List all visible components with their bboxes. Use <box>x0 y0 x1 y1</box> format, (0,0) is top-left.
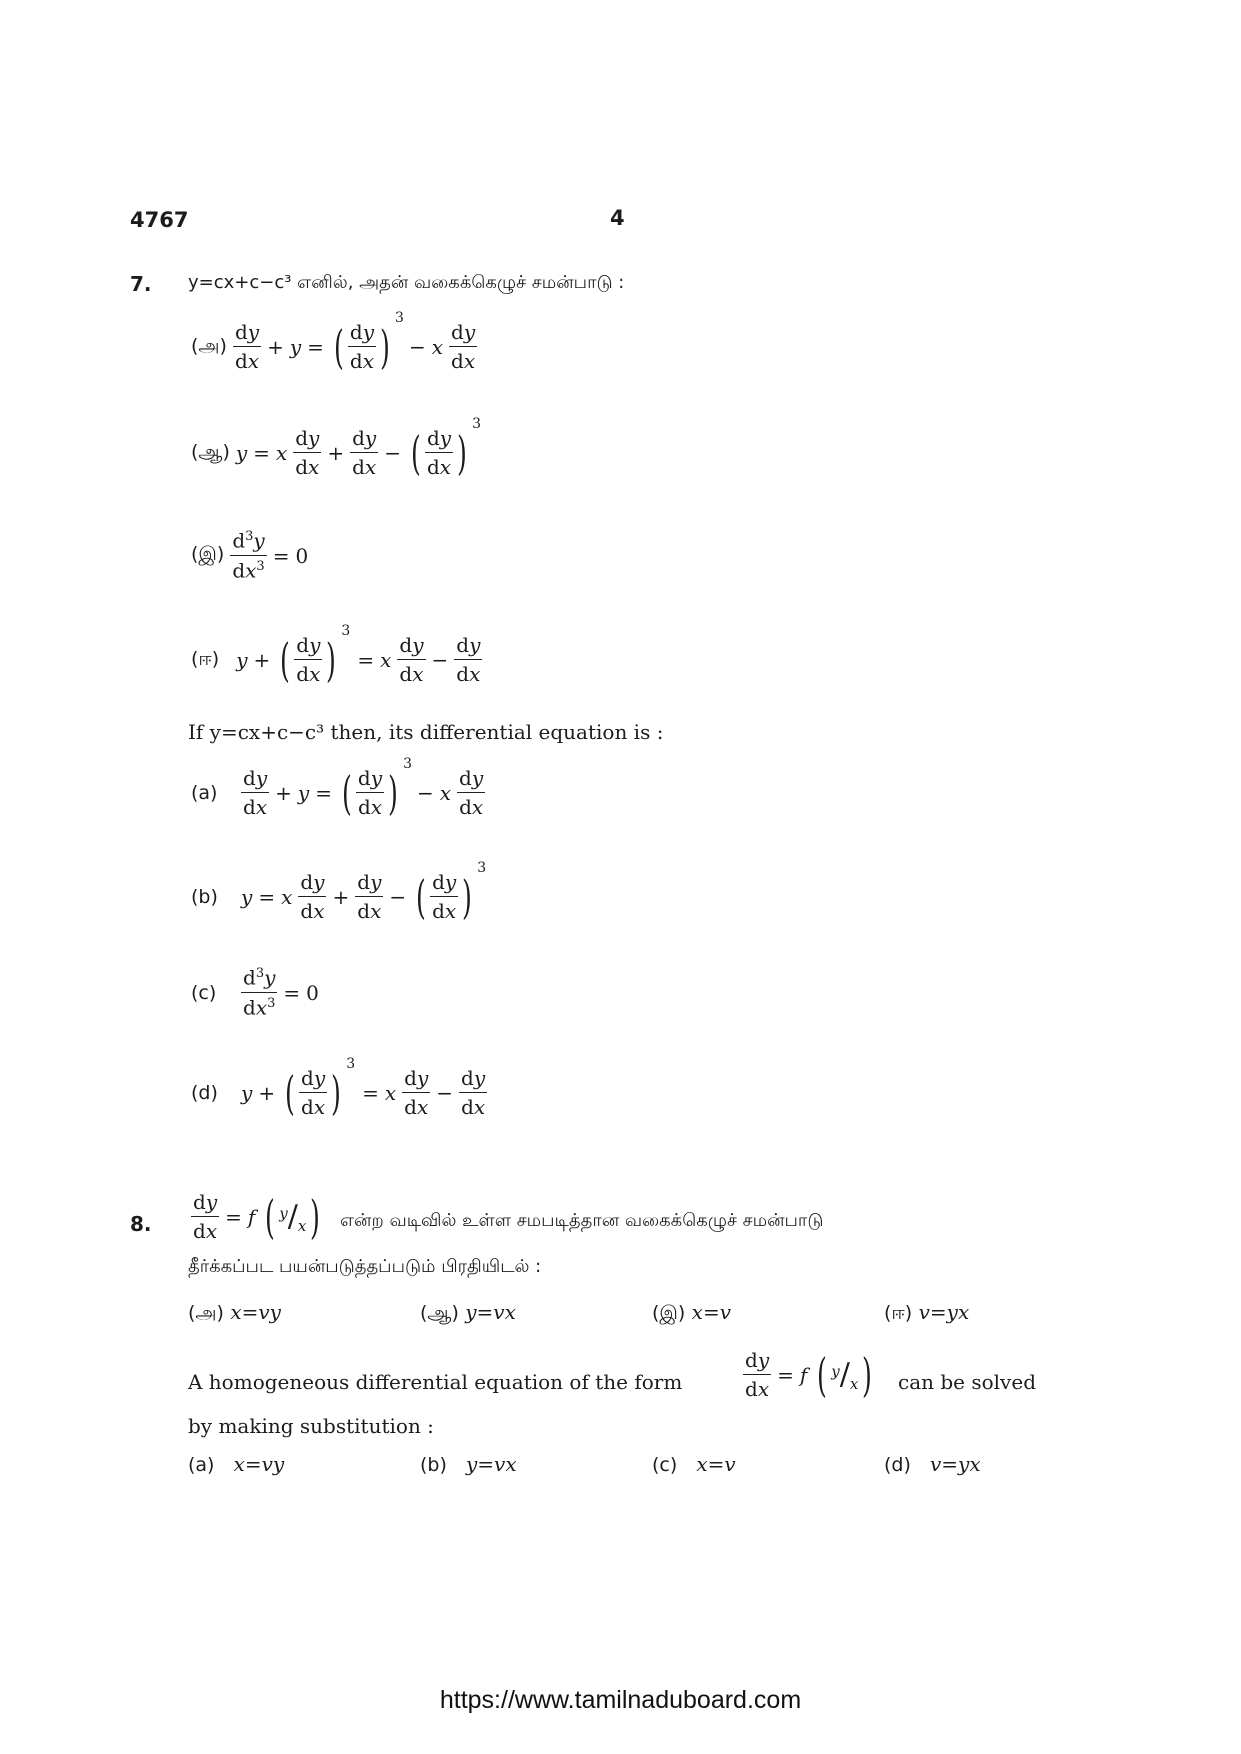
option-label: (அ) <box>191 334 227 357</box>
question-8-tamil-stem-line2: தீர்க்கப்பட பயன்படுத்தப்படும் பிரதியிடல் : <box>188 1256 542 1277</box>
paren-group: ( $\frac{dy}{dx}$ ) 3 <box>285 1056 356 1120</box>
q8-english-option: (d) v=yx <box>884 1452 981 1476</box>
q8-english-equation: $\frac{dy}{dx}$ = f ( $^y/_x$ ) <box>740 1350 879 1400</box>
fraction: $\frac{dy}{dx}$ <box>451 320 476 373</box>
fraction: $\frac{dy}{dx}$ <box>404 1066 429 1119</box>
fraction: $\frac{d^3y}{dx^3}$ <box>243 965 276 1020</box>
q7-tamil-option-b: (ஆ) y = x $\frac{dy}{dx}$ + $\frac{dy}{dx}$ − ( $\frac{dy}{dx}$ ) 3 <box>191 416 482 480</box>
question-8-english-stem-part1: A homogeneous differential equation of the form <box>188 1370 683 1394</box>
fraction: $\frac{dy}{dx}$ <box>357 870 382 923</box>
q8-english-option: (b) y=vx <box>420 1452 517 1476</box>
fraction: $\frac{dy}{dx}$ <box>234 320 260 373</box>
fraction: $\frac{d^3y}{dx^3}$ <box>232 528 265 583</box>
q8-english-option: (a) x=vy <box>188 1452 285 1476</box>
q7-english-option-d: (d) y + ( $\frac{dy}{dx}$ ) 3 = x $\frac{dy}{dx}$ − $\frac{dy}{dx}$ <box>191 1056 486 1120</box>
paren-group: ( $\frac{dy}{dx}$ ) 3 <box>280 623 351 687</box>
fraction: $\frac{dy}{dx}$ <box>193 1190 218 1243</box>
fraction: $\frac{dy}{dx}$ <box>300 870 325 923</box>
paper-code: 4767 <box>130 208 189 232</box>
question-8-number: 8. <box>130 1212 152 1236</box>
question-7-tamil-stem: y=cx+c−c³ எனில், அதன் வகைக்கெழுச் சமன்பாடு : <box>188 272 625 293</box>
q7-tamil-option-a: (அ) $\frac{dy}{dx}$ + y = ( $\frac{dy}{dx}$ ) 3 − x $\frac{dy}{dx}$ <box>191 310 476 374</box>
fraction: $\frac{dy}{dx}$ <box>399 633 424 686</box>
fraction: $\frac{dy}{dx}$ <box>461 1066 486 1119</box>
fraction: $\frac{dy}{dx}$ <box>243 766 268 819</box>
q7-english-option-c: (c) $\frac{d^3y}{dx^3}$ = 0 <box>191 965 319 1020</box>
q8-tamil-option: (ஈ) v=yx <box>884 1300 970 1324</box>
option-label: (ஈ) <box>191 647 220 670</box>
q7-tamil-option-c: (இ) $\frac{d^3y}{dx^3}$ = 0 <box>191 528 309 583</box>
fraction: $\frac{dy}{dx}$ <box>745 1348 770 1401</box>
paren-group: ( $\frac{dy}{dx}$ ) 3 <box>342 756 412 820</box>
paren-group: ( $^y/_x$ ) <box>265 1190 321 1244</box>
footer-url[interactable]: https://www.tamilnaduboard.com <box>439 1686 802 1714</box>
q7-tamil-option-d: (ஈ) y + ( $\frac{dy}{dx}$ ) 3 = x $\frac{dy}{dx}$ − $\frac{dy}{dx}$ <box>191 623 481 687</box>
question-8-tamil-stem-line1: என்ற வடிவில் உள்ள சமபடித்தான வகைக்கெழுச் சமன்பாடு <box>340 1210 824 1231</box>
q8-english-option: (c) x=v <box>652 1452 736 1476</box>
q8-equation: $\frac{dy}{dx}$ = f ( $^y/_x$ ) <box>188 1192 327 1242</box>
q7-english-option-a: (a) $\frac{dy}{dx}$ + y = ( $\frac{dy}{dx}$ ) 3 − x $\frac{dy}{dx}$ <box>191 756 484 820</box>
option-label: (c) <box>191 981 217 1004</box>
q8-tamil-option: (ஆ) y=vx <box>420 1300 516 1324</box>
q8-tamil-option: (இ) x=v <box>652 1300 732 1324</box>
paren-group: ( $\frac{dy}{dx}$ ) 3 <box>411 416 482 480</box>
option-label: (d) <box>191 1082 218 1104</box>
question-8-english-stem-part2: can be solved <box>898 1370 1036 1394</box>
question-8-english-stem-line2: by making substitution : <box>188 1414 434 1438</box>
option-label: (b) <box>191 886 218 908</box>
paren-group: ( $^y/_x$ ) <box>817 1348 873 1402</box>
q8-tamil-option: (அ) x=vy <box>188 1300 281 1324</box>
option-label: (a) <box>191 782 218 804</box>
q7-english-option-b: (b) y = x $\frac{dy}{dx}$ + $\frac{dy}{dx}$ − ( $\frac{dy}{dx}$ ) 3 <box>191 860 487 924</box>
question-7-number: 7. <box>130 272 152 296</box>
q8-tamil-options <box>188 1300 1018 1327</box>
q8-english-options <box>188 1452 1018 1476</box>
question-7-english-stem: If y=cx+c−c³ then, its differential equation is : <box>188 720 664 744</box>
option-label: (ஆ) <box>191 440 230 463</box>
fraction: $\frac{dy}{dx}$ <box>352 426 377 479</box>
page-number: 4 <box>610 206 625 230</box>
fraction: $\frac{dy}{dx}$ <box>456 633 481 686</box>
fraction: $\frac{dy}{dx}$ <box>295 426 320 479</box>
paren-group: ( $\frac{dy}{dx}$ ) 3 <box>416 860 487 924</box>
fraction: $\frac{dy}{dx}$ <box>459 766 484 819</box>
option-label: (இ) <box>191 543 225 566</box>
paren-group: ( $\frac{dy}{dx}$ ) 3 <box>333 310 404 374</box>
